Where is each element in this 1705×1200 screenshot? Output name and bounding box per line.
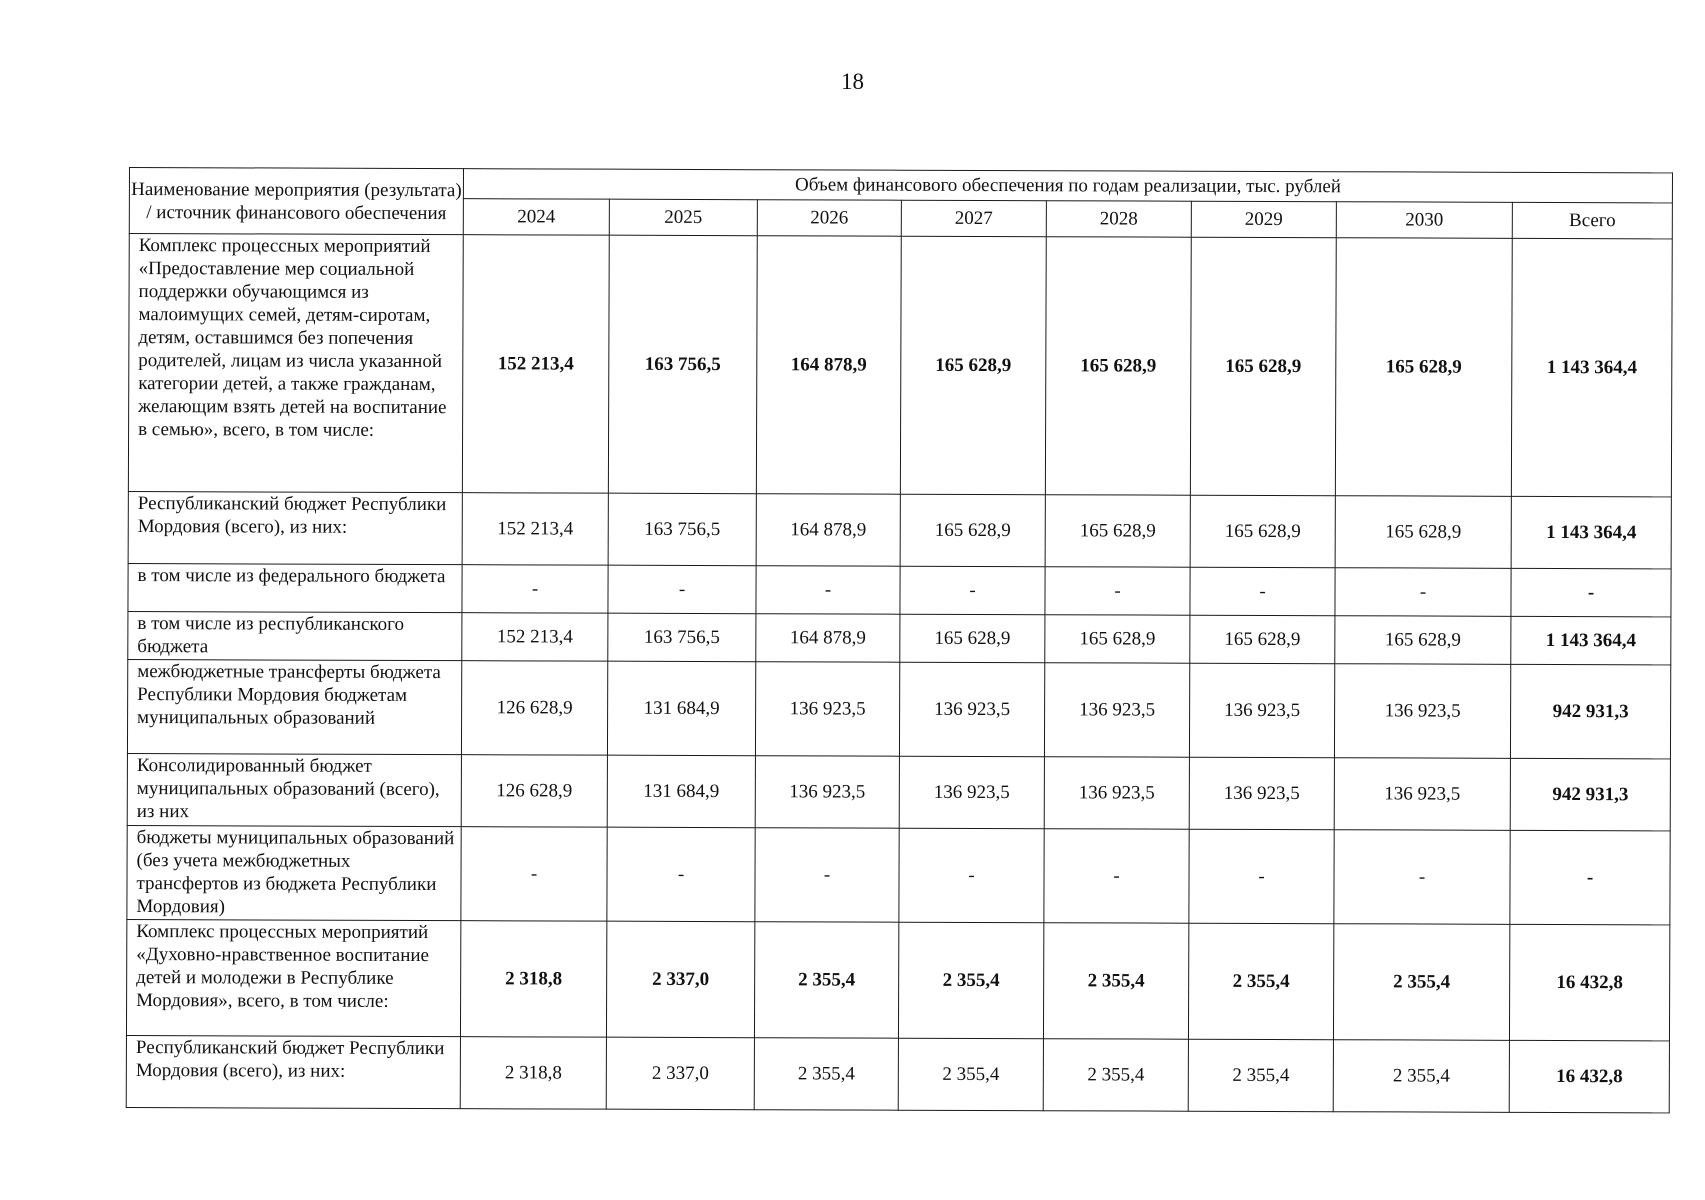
cell-2029: 136 923,5 [1189,663,1334,758]
row-name: Комплекс процессных мероприятий «Предоставление мер социальной поддержки обучающимся из малоимущих семей, детям-сиротам, детям, оставшимся без попечения родителей, лицам из числа указанной категории детей, а также гражданам, желающим взять детей на воспитание в семью», всего, в том числе: [128,234,463,493]
cell-2028: 165 628,9 [1045,237,1191,496]
cell-2026: - [756,566,900,615]
row-name: бюджеты муниципальных образований (без учета межбюджетных трансфертов из бюджета Республики Мордовия) [127,825,461,920]
cell-2029: - [1190,567,1335,616]
cell-2029: 136 923,5 [1189,757,1334,830]
cell-2030: 136 923,5 [1334,758,1510,831]
cell-2025: 163 756,5 [608,493,756,566]
header-year-2030: 2030 [1336,202,1512,239]
cell-2030: - [1334,830,1510,925]
cell-total: 942 931,3 [1510,758,1670,831]
header-name-column: Наименование мероприятия (результата) / источник финансового обеспечения [129,168,463,235]
cell-2026: 136 923,5 [755,756,899,829]
header-year-2027: 2027 [901,200,1046,237]
table-row [127,825,1670,924]
cell-2025: 163 756,5 [608,613,756,662]
row-name: межбюджетные трансферты бюджета Республики Мордовия бюджетам муниципальных образований [127,659,461,754]
cell-2030: 2 355,4 [1333,1040,1509,1113]
cell-2026: 164 878,9 [756,614,900,663]
table-row [127,753,1670,830]
financing-table [126,167,1673,1113]
table-row [126,1035,1669,1112]
cell-2025: 131 684,9 [607,755,755,828]
cell-total: 16 432,8 [1509,924,1669,1041]
cell-2027: 165 628,9 [900,236,1046,495]
cell-2028: - [1045,567,1190,616]
cell-2024: 152 213,4 [462,613,608,662]
cell-2029: 165 628,9 [1190,495,1335,568]
cell-2026: 2 355,4 [754,922,898,1039]
cell-2027: 136 923,5 [899,662,1044,757]
header-financing-group: Объем финансового обеспечения по годам реализации, тыс. рублей [463,169,1672,203]
cell-2024: 152 213,4 [462,493,608,566]
row-name: Республиканский бюджет Республики Мордовия (всего), из них: [128,491,462,564]
cell-2028: 165 628,9 [1045,495,1190,568]
cell-2029: 165 628,9 [1190,237,1336,496]
table-row [128,611,1671,664]
cell-2027: 2 355,4 [898,1038,1043,1111]
cell-2025: 163 756,5 [608,235,757,494]
cell-2030: 165 628,9 [1335,496,1511,569]
row-name: Консолидированный бюджет муниципальных образований (всего), из них [127,753,461,826]
table-row [127,659,1670,758]
row-name: в том числе из республиканского бюджета [128,611,462,660]
header-year-2026: 2026 [757,200,901,237]
cell-2024: 152 213,4 [462,235,609,494]
cell-2026: - [755,828,899,923]
header-year-2029: 2029 [1191,201,1336,238]
cell-2027: - [900,566,1045,615]
page-number: 18 [841,69,864,94]
cell-2026: 164 878,9 [756,494,900,567]
cell-2030: - [1335,568,1511,617]
cell-2027: - [899,828,1044,923]
cell-2024: 126 628,9 [461,755,607,828]
cell-2027: 136 923,5 [899,756,1044,829]
cell-total: 942 931,3 [1510,664,1670,759]
cell-total: - [1511,568,1671,617]
row-name: Республиканский бюджет Республики Мордовия (всего), из них: [126,1035,460,1108]
cell-2029: 2 355,4 [1188,1039,1333,1112]
cell-2028: - [1044,829,1189,924]
cell-total: 1 143 364,4 [1511,238,1672,497]
table-row [128,491,1671,568]
cell-2024: 126 628,9 [461,661,607,756]
cell-2027: 165 628,9 [900,494,1045,567]
cell-2026: 136 923,5 [755,662,899,757]
cell-2029: 165 628,9 [1190,615,1335,664]
cell-2024: 2 318,8 [460,1037,606,1110]
cell-2029: - [1189,829,1334,924]
cell-2028: 2 355,4 [1043,1039,1188,1112]
cell-2028: 2 355,4 [1043,923,1188,1040]
cell-total: 16 432,8 [1509,1040,1669,1113]
cell-2028: 136 923,5 [1044,757,1189,830]
row-name: в том числе из федерального бюджета [128,563,462,612]
cell-total: 1 143 364,4 [1511,496,1671,569]
cell-2030: 136 923,5 [1334,664,1510,759]
cell-2025: - [608,565,756,614]
table-row [126,919,1669,1040]
cell-2026: 164 878,9 [756,236,901,495]
cell-2030: 2 355,4 [1333,924,1509,1041]
cell-2025: 131 684,9 [607,661,755,756]
cell-2024: 2 318,8 [460,921,606,1038]
cell-2024: - [462,565,608,614]
row-name: Комплекс процессных мероприятий «Духовно-нравственное воспитание детей и молодежи в Республике Мордовия», всего, в том числе: [126,919,460,1036]
cell-2029: 2 355,4 [1188,923,1333,1040]
table-row [128,563,1671,616]
cell-2030: 165 628,9 [1335,238,1512,497]
table-row [128,234,1672,497]
header-total: Всего [1512,202,1672,239]
cell-2025: 2 337,0 [606,921,754,1038]
cell-2028: 165 628,9 [1045,615,1190,664]
cell-2027: 2 355,4 [898,922,1043,1039]
cell-2026: 2 355,4 [754,1038,898,1111]
cell-total: - [1510,830,1670,925]
header-year-2028: 2028 [1046,201,1191,238]
cell-2025: 2 337,0 [606,1037,754,1110]
header-year-2024: 2024 [463,199,609,236]
cell-2030: 165 628,9 [1335,616,1511,665]
cell-total: 1 143 364,4 [1511,616,1671,665]
cell-2025: - [607,827,755,922]
header-year-2025: 2025 [609,199,757,236]
cell-2024: - [461,827,607,922]
cell-2028: 136 923,5 [1044,663,1189,758]
cell-2027: 165 628,9 [900,614,1045,663]
